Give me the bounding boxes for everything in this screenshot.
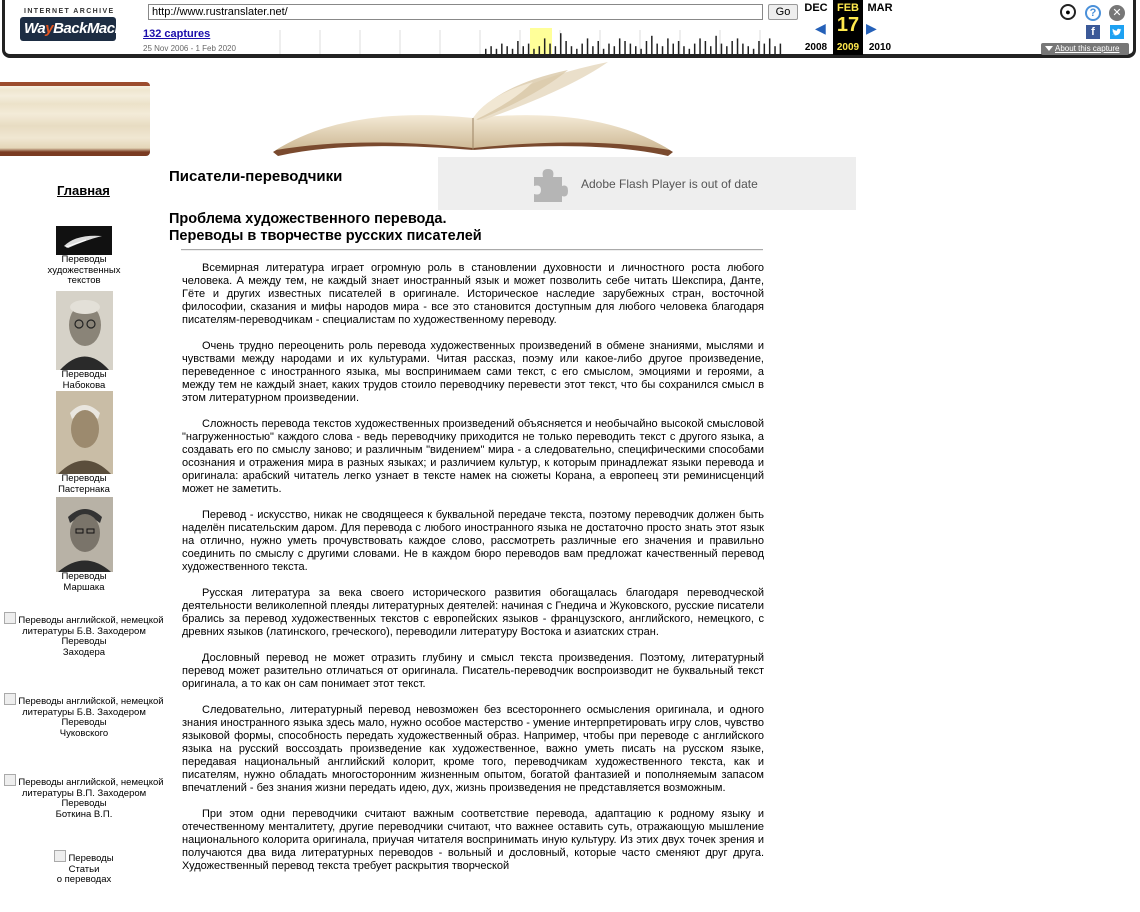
sidebar-item-nabokov[interactable] [0,291,168,391]
article-subtitle [169,211,482,245]
sidebar-caption: Статьи [68,863,100,875]
sidebar-item-pasternak[interactable] [0,391,168,495]
subtitle-line: Проблема художественного перевода. [169,211,447,227]
sparkline-bar [656,44,658,54]
sidebar-caption: Переводы [61,717,107,728]
sidebar-item-literary-translations[interactable] [0,226,168,287]
article-paragraph: Перевод - искусство, никак не сводящееся к буквальной передаче текста, поэтому переводчик должен быть наделён писательским даром. Для перевода с любого иностранного языка не достаточно просто знать этот язык на отлично, нужно уметь прочувствовать каждое слово, рассмотреть различные его значения и правильно соединить по смыслу с другими словами. Не в каждом бюро переводов вам предложат качественный перевод художественного текста. [182,509,764,573]
sparkline-bar [619,38,621,54]
article-paragraph: Следовательно, литературный перевод невозможен без всестороннего осмысления оригинала, и одного знания иностранного языка здесь мало, нужно особое мастерство - умение интерпретировать игру слов, чувство языковой формы, способность передать художественный образ. Например, чтобы при переводе с английского языка на русский воссоздать произведение как художественное, важно уметь писать на русском языке, передавая национальный английский колорит, кроме того, переводчикам художественного текста, как и писателям, нужно обладать многосторонним жизненным опытом, богатой фантазией и пополняемым запасом впечатлений - без знания жизни передать идею, дух, жизнь произведения не представляется возможным. [182,704,764,794]
sparkline-bar [678,41,680,54]
sparkline-bar [517,41,519,54]
sparkline-bar [549,44,551,54]
article-body [182,262,764,886]
sparkline-bar [496,49,498,54]
sidebar-caption: о переводах [56,874,112,885]
sparkline-bar [715,36,717,54]
sparkline-bar [731,41,733,54]
close-icon[interactable]: ✕ [1109,5,1125,21]
pen-thumbnail[interactable] [56,226,112,255]
sidebar-caption: Заходера [62,646,106,658]
closed-book-image [0,82,150,156]
prev-capture-arrow-icon[interactable]: ◀ [815,20,826,36]
wayback-toolbar [0,0,1140,62]
sidebar-caption: Переводы [61,571,107,582]
marshak-portrait[interactable] [56,497,113,572]
divider [181,249,763,251]
sparkline-bar [555,46,557,54]
about-capture-link[interactable]: About this capture [1041,43,1129,55]
sparkline-bar [737,38,739,54]
sparkline-bar [560,33,562,54]
flash-message: Adobe Flash Player is out of date [581,177,758,191]
sidebar-item-marshak[interactable] [0,497,168,593]
sparkline-bar [565,41,567,54]
sparkline-bar [581,44,583,54]
sidebar-caption: Переводы [61,798,107,809]
sparkline-bar [592,46,594,54]
sparkline-bar [694,44,696,54]
logo-main-text: WayBackMachine [20,17,116,41]
sparkline-bar [726,46,728,54]
article-paragraph: Очень трудно переоценить роль перевода художественных произведений в обмене знаниями, мыслями и чувствами между народами и их культурами. Читая рассказ, поэму или какое-либо другое произведение, переведенное с иностранного языка, мы воспринимаем сами текст, с его смыслом, эмоциями и героями, а между тем не каждый знает, каких трудов стоило переводчику перевести этот текст, что бы сохранился смысл в этом литературном произведении. [182,340,764,404]
sparkline-bar [774,46,776,54]
sparkline-bar [710,46,712,54]
pasternak-portrait[interactable] [56,391,113,474]
twitter-share-icon[interactable] [1110,25,1124,39]
sidebar-caption: Маршака [63,581,105,593]
sparkline-bar [721,44,723,54]
sparkline-bar [651,36,653,54]
sidebar-caption: Чуковского [59,727,109,739]
sidebar-caption: Переводы [61,254,107,265]
nabokov-portrait[interactable] [56,291,113,370]
sparkline-bar [635,46,637,54]
sparkline-bar [614,46,616,54]
sparkline-bar [608,44,610,54]
sidebar-caption: Набокова [62,379,106,391]
subtitle-line: Переводы в творчестве русских писателей [169,228,482,244]
sidebar-caption: художественных [47,264,121,276]
broken-image-alt[interactable]: Переводы английской, немецкой литературы В.П. Заходером [0,774,168,799]
prev-year[interactable]: 2008 [804,42,828,53]
sidebar-item-chukovsky[interactable] [0,693,168,739]
sparkline-bar [758,41,760,54]
sparkline-bar [705,41,707,54]
article-paragraph: Всемирная литература играет огромную роль в становлении духовности и личностного роста любого человека. А между тем, не каждый знает иностранный язык и может позволить себе читать Шекспира, Данте, Гёте и других известных писателей в оригинале. Историческое наследие зарубежных стран, восточной философии, сказания и мифы народов мира - все это становится доступным для любого человека благодаря писателям-переводчикам - специалистам по художественному переводу. [182,262,764,326]
sidebar-caption: Переводы [61,473,107,484]
help-icon[interactable]: ? [1085,5,1101,21]
sparkline-bars [485,33,781,54]
nav-home-link[interactable]: Главная [57,183,110,198]
sparkline-bar [764,44,766,54]
sidebar-caption: Боткина В.П. [55,808,113,820]
sidebar-item-articles[interactable] [0,850,168,886]
page-title: Писатели-переводчики [169,168,343,185]
sparkline-bar [523,46,525,54]
next-month[interactable]: MAR [867,2,893,14]
capture-date-range: 25 Nov 2006 - 1 Feb 2020 [143,44,236,53]
sparkline-bar [624,41,626,54]
next-year[interactable]: 2010 [868,42,892,53]
sparkline-bar [640,49,642,54]
sparkline-bar [662,46,664,54]
sidebar-item-botkin[interactable] [0,774,168,820]
go-button[interactable]: Go [768,4,798,20]
sparkline-bar [539,46,541,54]
user-account-icon[interactable]: ● [1060,4,1076,20]
sparkline-bar [753,49,755,54]
sparkline-bar [683,46,685,54]
broken-image-alt[interactable]: Переводы английской, немецкой литературы Б.В. Заходером [0,693,168,718]
sparkline-bar [506,46,508,54]
current-month: FEB [837,2,859,14]
sparkline-bar [673,44,675,54]
sparkline-bar [533,49,535,54]
sparkline-bar [769,38,771,54]
broken-image-alt[interactable]: Переводы [0,850,168,865]
article-paragraph: При этом одни переводчики считают важным соответствие перевода, адаптацию к родному языку и отечественному менталитету, другие переводчики считают, что важнее оставить суть, отражающую мышление национального колорита оригинала, приучая читателя воспринимать иную культуру. Из этих двух точек зрения и получаются два вида литературных переводов - вольный и дословный, которые часто сменяют друг друга. Художественный перевод текста требует раскрытия творческой [182,808,764,872]
flash-player-placeholder[interactable] [438,157,856,210]
sparkline-bar [742,44,744,54]
captures-link[interactable]: 132 captures [143,28,211,40]
article-paragraph: Русская литература за века своего исторического развития обогащалась благодаря переводческой деятельности великолепной плеяды литературных деятелей: начиная с Гнедича и Жуковского, русские писатели брались за перевод художественных текстов с европейских языков - французского, английского, немецкого, с древних языков (латинского, греческого), переводили литературу Востока и азиатских стран. [182,587,764,638]
logo-top-text: INTERNET ARCHIVE [24,8,115,15]
open-book-image [268,60,678,158]
current-day: 17 [836,14,860,36]
sparkline-bar [630,44,632,54]
sparkline-bar [667,38,669,54]
sparkline-bar [576,49,578,54]
sidebar-item-zakhoder[interactable] [0,612,168,658]
sparkline-bar [587,38,589,54]
sparkline-bar [748,46,750,54]
article-paragraph: Сложность перевода текстов художественных произведений объясняется и необычайно высокой смысловой "нагруженностью" каждого слова - ведь переводчику приходится не только переводить текст с другого языка, а создавать его по смыслу заново; и различным "видением" мира - а следовательно, специфическими способами осознания и отражения мира в разных языках; и различием культур, к которым принадлежат языки перевода и оригинала: арабский читатель легко узнает в тексте намек на сюжеты Корана, а европеец эти реминисценций может не заметить. [182,418,764,495]
sparkline-bar [780,44,782,54]
sparkline-bar [544,38,546,54]
sidebar-caption: Переводы [61,369,107,380]
sparkline-bar [699,38,701,54]
prev-month[interactable]: DEC [804,2,828,14]
sidebar-caption: текстов [67,275,101,286]
sparkline-bar [571,46,573,54]
sparkline-bar [485,49,487,54]
wayback-logo[interactable] [20,8,144,48]
broken-image-alt[interactable]: Переводы английской, немецкой литературы Б.В. Заходером [0,612,168,637]
sparkline-bar [528,44,530,54]
sparkline-bar [598,41,600,54]
sidebar-caption: Пастернака [58,483,110,495]
sparkline-bar [501,44,503,54]
sparkline-bar [512,49,514,54]
facebook-share-icon[interactable]: f [1086,25,1100,39]
next-capture-arrow-icon[interactable]: ▶ [866,20,877,36]
sparkline-bar [689,49,691,54]
sparkline-bar [603,49,605,54]
current-year: 2009 [836,42,860,53]
sidebar-caption: Переводы [61,636,107,647]
sparkline-bar [646,41,648,54]
url-input[interactable]: http://www.rustranslater.net/ [148,4,763,20]
capture-sparkline[interactable] [240,26,796,54]
sparkline-bar [490,46,492,54]
article-paragraph: Дословный перевод не может отразить глубину и смысл текста произведения. Поэтому, литературный перевод может разительно отличаться от оригинала. Писатель-переводчик воспроизводит не буквальный текст оригинала, а то как он сам понимает этот текст. [182,652,764,690]
plugin-puzzle-icon [530,165,568,203]
sparkline-year-dividers [280,30,760,54]
